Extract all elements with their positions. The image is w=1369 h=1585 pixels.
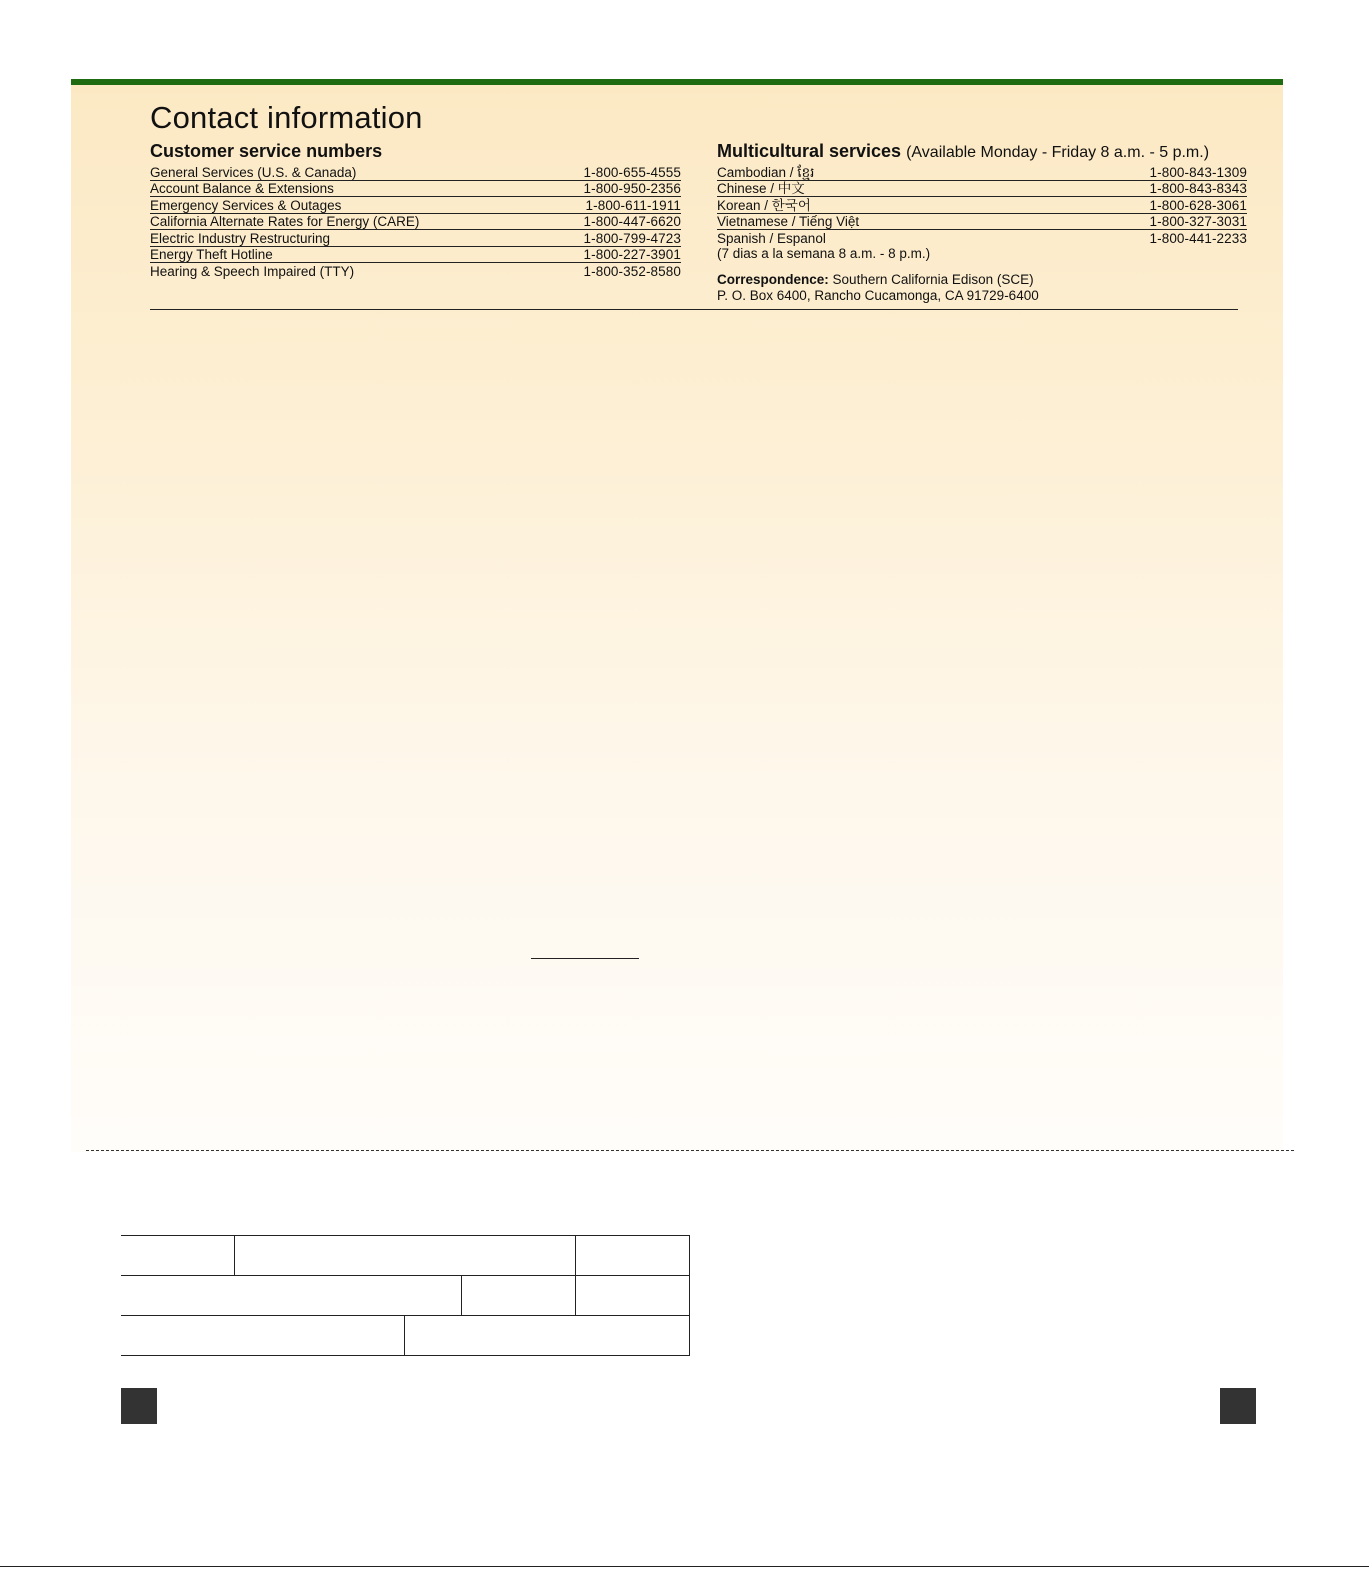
tear-line [86, 1150, 1294, 1151]
list-item [150, 197, 681, 214]
grid-line [575, 1235, 576, 1315]
registration-mark [121, 1388, 157, 1424]
multicultural-section [717, 140, 1247, 304]
grid-line [234, 1235, 235, 1275]
language-label: Korean / 한국어 [717, 197, 811, 213]
phone-number: 1-800-799-4723 [583, 230, 681, 246]
service-label: Hearing & Speech Impaired (TTY) [150, 263, 355, 279]
phone-number: 1-800-843-8343 [1149, 181, 1247, 196]
remittance-form-grid [121, 1235, 690, 1355]
grid-line [121, 1315, 690, 1316]
list-item [717, 181, 1247, 198]
section-divider [150, 309, 1238, 310]
customer-service-heading: Customer service numbers [150, 141, 383, 161]
grid-line [121, 1355, 690, 1356]
spanish-hours-note: (7 dias a la semana 8 a.m. - 8 p.m.) [717, 245, 931, 261]
list-item [717, 214, 1247, 231]
phone-number: 1-800-441-2233 [1149, 230, 1247, 246]
correspondence-line [717, 272, 1247, 288]
list-item [717, 197, 1247, 214]
phone-number: 1-800-447-6620 [583, 214, 681, 229]
list-item [717, 230, 1247, 246]
language-label: Spanish / Espanol [717, 230, 826, 246]
grid-line [121, 1235, 690, 1236]
list-item [150, 263, 681, 279]
service-label: California Alternate Rates for Energy (CARE) [150, 214, 420, 229]
list-item [717, 164, 1247, 181]
language-label: Chinese / 中文 [717, 181, 805, 196]
phone-number: 1-800-327-3031 [1149, 214, 1247, 229]
customer-service-section [150, 140, 681, 279]
phone-number: 1-800-227-3901 [583, 247, 681, 262]
list-item [150, 230, 681, 247]
page-title: Contact information [150, 100, 423, 135]
language-label: Vietnamese / Tiếng Việt [717, 214, 860, 229]
phone-number: 1-800-611-1911 [585, 197, 681, 213]
accent-bar [71, 79, 1283, 85]
service-label: Account Balance & Extensions [150, 181, 334, 196]
short-divider [531, 958, 639, 959]
page-bottom-line [0, 1566, 1369, 1567]
service-label: Electric Industry Restructuring [150, 230, 331, 246]
grid-line [121, 1275, 690, 1276]
language-label: Cambodian / ខ្មែរ [717, 164, 815, 180]
correspondence-address: P. O. Box 6400, Rancho Cucamonga, CA 91729-6400 [717, 287, 1039, 303]
list-item [150, 164, 681, 181]
correspondence-block [717, 272, 1247, 304]
grid-line [461, 1275, 462, 1315]
service-label: General Services (U.S. & Canada) [150, 164, 357, 180]
list-item [150, 214, 681, 231]
availability-note: (Available Monday - Friday 8 a.m. - 5 p.m.) [906, 144, 1210, 161]
customer-service-list [150, 164, 681, 279]
phone-number: 1-800-655-4555 [583, 164, 681, 180]
service-label: Emergency Services & Outages [150, 197, 342, 213]
multicultural-list [717, 164, 1247, 246]
correspondence-name: Southern California Edison (SCE) [832, 271, 1034, 287]
multicultural-title: Multicultural services [717, 141, 902, 161]
phone-number: 1-800-352-8580 [583, 263, 681, 279]
phone-number: 1-800-628-3061 [1149, 197, 1247, 213]
phone-number: 1-800-843-1309 [1149, 164, 1247, 180]
list-item [150, 181, 681, 198]
grid-line [689, 1235, 690, 1355]
grid-line [404, 1315, 405, 1355]
multicultural-heading [717, 140, 1247, 162]
list-item [150, 247, 681, 264]
service-label: Energy Theft Hotline [150, 247, 273, 262]
phone-number: 1-800-950-2356 [583, 181, 681, 196]
correspondence-label: Correspondence: [717, 271, 829, 287]
registration-mark [1220, 1388, 1256, 1424]
